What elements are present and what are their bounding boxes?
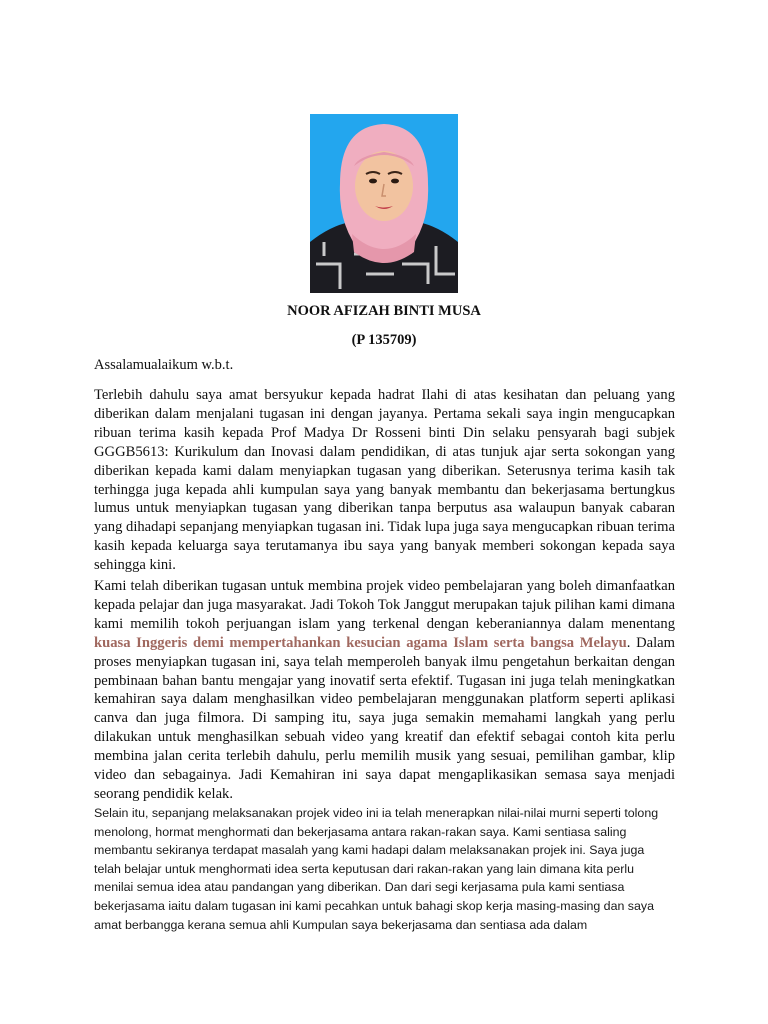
paragraph-acknowledgement: Terlebih dahulu saya amat bersyukur kepada hadrat Ilahi di atas kesihatan dan peluang yang diberikan dalam menjalani tugasan ini dengan jayanya. Pertama sekali saya ingin mengucapkan ribuan terima kasih kepada Prof Madya Dr Rosseni binti Din selaku pensyarah bagi subjek GGGB5613: Kurikulum dan Inovasi dalam pendidikan, di atas tunjuk ajar serta sokongan yang diberikan kepada kami dalam menyiapkan tugasan yang diberikan. Seterusnya terima kasih tak terhingga juga kepada ahli kumpulan saya yang banyak membantu dan bekerjasama bertungkus lumus untuk menyiapkan tugasan yang diberikan tanpa berputus asa walaupun banyak cabaran yang dihadapi sepanjang menyiapkan tugasan ini. Tidak lupa juga saya mengucapkan ribuan terima kasih kepada keluarga saya terutamanya ibu saya yang banyak memberi sokongan kepada saya sehingga kini. [94,387,675,574]
profile-photo [310,114,458,293]
greeting: Assalamualaikum w.b.t. [94,357,234,373]
student-id: (P 135709) [351,332,417,348]
student-name: NOOR AFIZAH BINTI MUSA [287,303,481,319]
paragraph-project [94,577,675,804]
paragraph-project-text-1: Kami telah diberikan tugasan untuk membina projek video pembelajaran yang boleh dimanfaatkan kepada pelajar dan juga masyarakat. Jadi Tokoh Tok Janggut merupakan tajuk pilihan kami dimana kami memilih tokoh perjuangan islam yang terkenal dengan keberaniannya dalam menentang [94,578,675,632]
highlighted-phrase: kuasa Inggeris demi mempertahankan kesucian agama Islam serta bangsa Melayu [94,634,627,651]
paragraph-project-text-2: . Dalam proses menyiapkan tugasan ini, saya telah memperoleh banyak ilmu pengetahun berkaitan dengan pembinaan bahan bantu mengajar yang inovatif serta efektif. Tugasan ini juga telah meningkatkan kemahiran saya dalam menghasilkan video pembelajaran menggunakan platform seperti aplikasi canva dan juga filmora. Di samping itu, saya juga semakin memahami langkah yang perlu dilakukan untuk menghasilkan sebuah video yang kreatif dan efektif sebagai contoh kita perlu membina jalan cerita terlebih dahulu, perlu memilih musik yang sesuai, pemilihan gambar, klip video dan sebagainya. Jadi Kemahiran ini saya dapat mengaplikasikan semasa saya menjadi seorang pendidik kelak. [94,634,675,802]
paragraph-values: Selain itu, sepanjang melaksanakan projek video ini ia telah menerapkan nilai-nilai murni seperti tolong menolong, hormat menghormati dan bekerjasama antara rakan-rakan saya. Kami sentiasa saling membantu sekiranya terdapat masalah yang kami hadapi dalam melaksanakan projek ini. Saya juga telah belajar untuk menghormati idea serta keputusan dari rakan-rakan yang lain dimana kita perlu menilai semua idea atau pandangan yang diberikan. Dan dari segi kerjasama pula kami sentiasa bekerjasama iaitu dalam tugasan ini kami pecahkan untuk bahagi skop kerja masing-masing dan saya amat berbangga kerana semua ahli Kumpulan saya bekerjasama dan sentiasa ada dalam [94,806,659,932]
portrait-illustration [310,114,458,293]
